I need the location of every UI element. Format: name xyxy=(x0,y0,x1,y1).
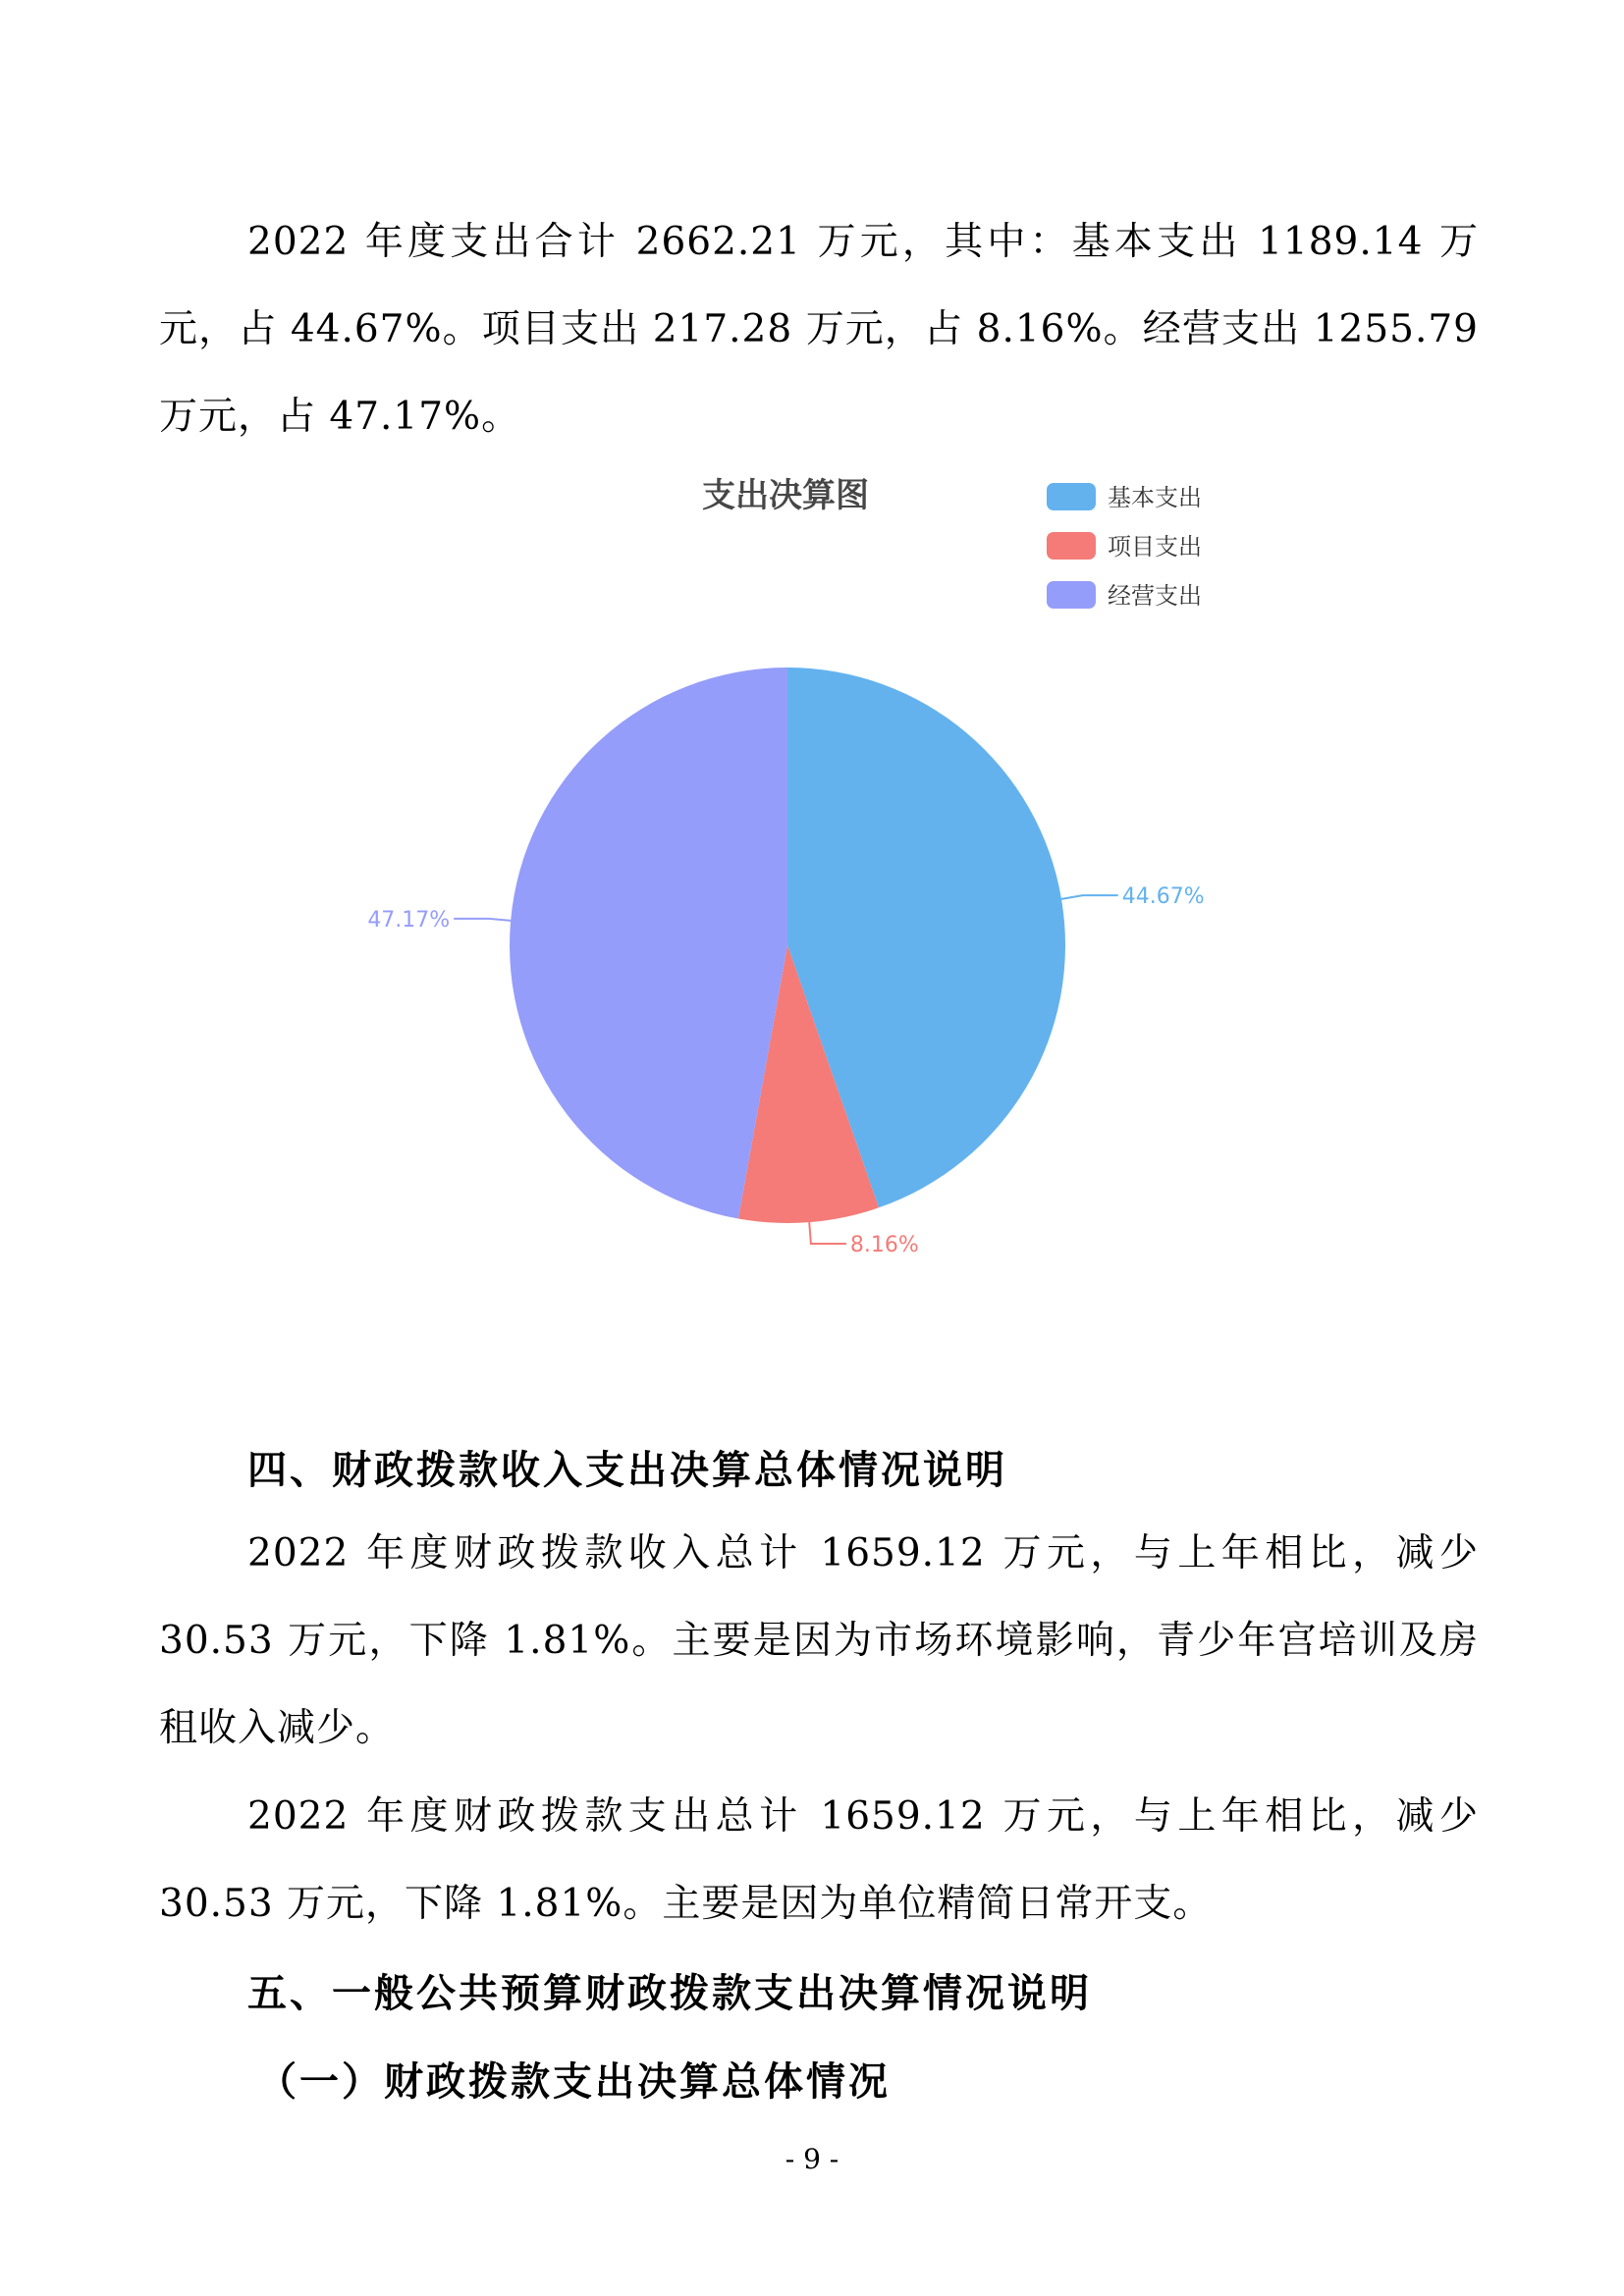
paragraph-revenue: 2022 年度财政拨款收入总计 1659.12 万元，与上年相比，减少 30.53 万元，下降 1.81%。主要是因为市场环境影响，青少年宫培训及房租收入减少。 xyxy=(159,1531,1479,1750)
legend-label-1: 基本支出 xyxy=(1108,484,1202,511)
pie-slices xyxy=(510,667,1065,1223)
legend-swatch-2 xyxy=(1047,532,1096,560)
chart-legend xyxy=(1047,483,1202,610)
legend-swatch-1 xyxy=(1047,483,1096,510)
legend-label-3: 经营支出 xyxy=(1108,582,1202,610)
pie-leader-line-1 xyxy=(1061,895,1118,899)
legend-label-2: 项目支出 xyxy=(1108,533,1202,561)
pie-label-2: 8.16% xyxy=(849,1233,919,1258)
section-heading-4: 四、财政拨款收入支出决算总体情况说明 xyxy=(247,1448,1007,1493)
expenditure-pie-chart xyxy=(0,461,1624,1325)
chart-title: 支出决算图 xyxy=(702,476,869,515)
pie-leader-line-2 xyxy=(809,1222,846,1244)
legend-swatch-3 xyxy=(1047,581,1096,609)
section-heading-5: 五、一般公共预算财政拨款支出决算情况说明 xyxy=(247,1971,1092,2016)
pie-label-1: 44.67% xyxy=(1121,884,1205,910)
paragraph-expenditure-total: 2022 年度支出合计 2662.21 万元，其中：基本支出 1189.14 万元，占 44.67%。项目支出 217.28 万元，占 8.16%。经营支出 1255.79 万元，占 47.17%。 xyxy=(159,220,1479,439)
pie-slice-3 xyxy=(510,667,787,1219)
pie-label-3: 47.17% xyxy=(367,907,451,933)
paragraph-expenditure: 2022 年度财政拨款支出总计 1659.12 万元，与上年相比，减少 30.53 万元，下降 1.81%。主要是因为单位精简日常开支。 xyxy=(159,1794,1479,1926)
subsection-heading-5-1: （一）财政拨款支出决算总体情况 xyxy=(257,2059,891,2105)
pie-leader-line-3 xyxy=(454,919,511,921)
page-number: - 9 - xyxy=(785,2143,839,2175)
